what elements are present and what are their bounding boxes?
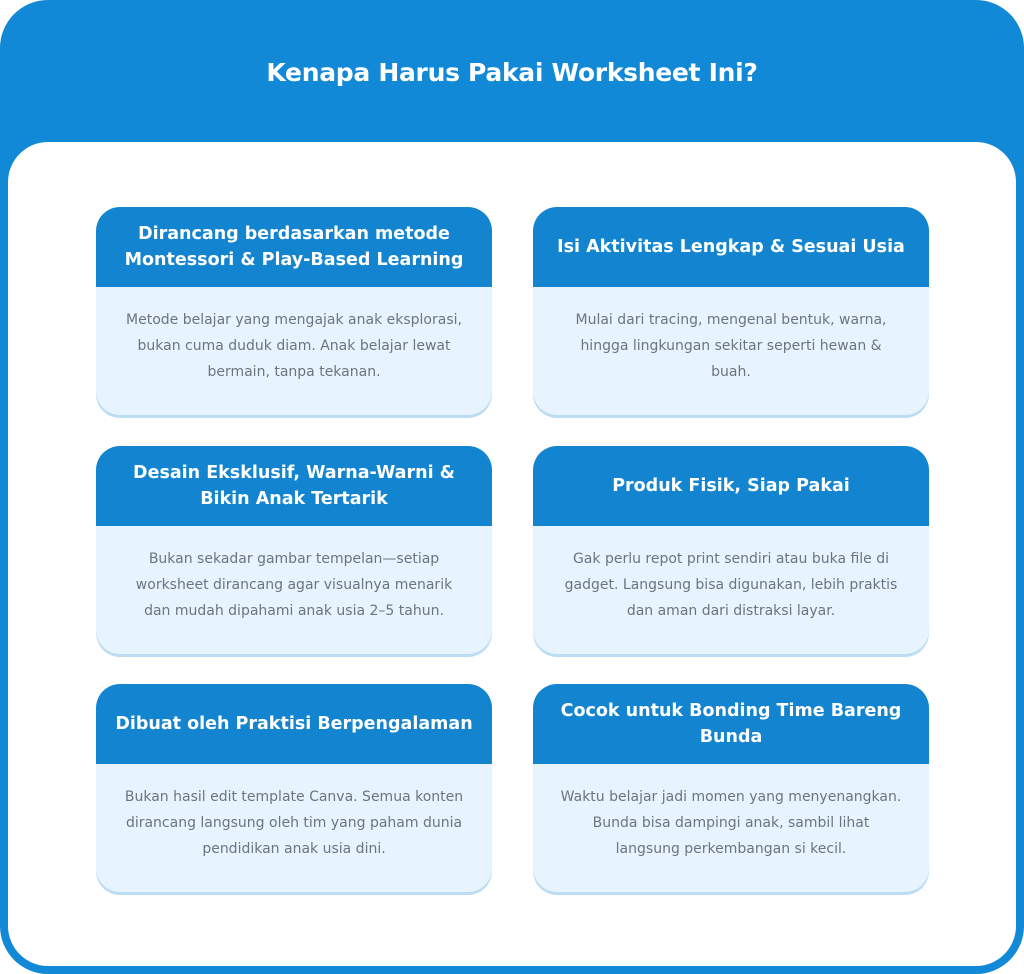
section-title: Kenapa Harus Pakai Worksheet Ini? — [266, 58, 758, 87]
feature-card-activities — [533, 207, 929, 415]
feature-card-montessori — [96, 207, 492, 415]
features-panel — [8, 142, 1016, 966]
feature-card-description: Metode belajar yang mengajak anak eksplorasi, bukan cuma duduk diam. Anak belajar lewat bermain, tanpa tekanan. — [126, 312, 462, 380]
feature-card-title: Desain Eksklusif, Warna-Warni & Bikin Anak Tertarik — [96, 446, 492, 526]
feature-card-title: Produk Fisik, Siap Pakai — [533, 446, 929, 526]
feature-card-description: Bukan sekadar gambar tempelan—setiap worksheet dirancang agar visualnya menarik dan mudah dipahami anak usia 2–5 tahun. — [135, 551, 453, 619]
feature-card-title: Cocok untuk Bonding Time Bareng Bunda — [533, 684, 929, 764]
feature-card-title: Dibuat oleh Praktisi Berpengalaman — [96, 684, 492, 764]
feature-card-bonding — [533, 684, 929, 892]
feature-card-description: Waktu belajar jadi momen yang menyenangkan. Bunda bisa dampingi anak, sambil lihat langsung perkembangan si kecil. — [560, 789, 902, 857]
feature-card-description: Bukan hasil edit template Canva. Semua konten dirancang langsung oleh tim yang paham dunia pendidikan anak usia dini. — [124, 789, 464, 857]
feature-card-design — [96, 446, 492, 654]
feature-card-physical-product — [533, 446, 929, 654]
feature-card-title: Isi Aktivitas Lengkap & Sesuai Usia — [533, 207, 929, 287]
feature-card-description: Mulai dari tracing, mengenal bentuk, warna, hingga lingkungan sekitar seperti hewan & buah. — [575, 312, 887, 380]
feature-card-title: Dirancang berdasarkan metode Montessori & Play-Based Learning — [96, 207, 492, 287]
feature-card-practitioners — [96, 684, 492, 892]
feature-card-description: Gak perlu repot print sendiri atau buka file di gadget. Langsung bisa digunakan, lebih praktis dan aman dari distraksi layar. — [564, 551, 898, 619]
